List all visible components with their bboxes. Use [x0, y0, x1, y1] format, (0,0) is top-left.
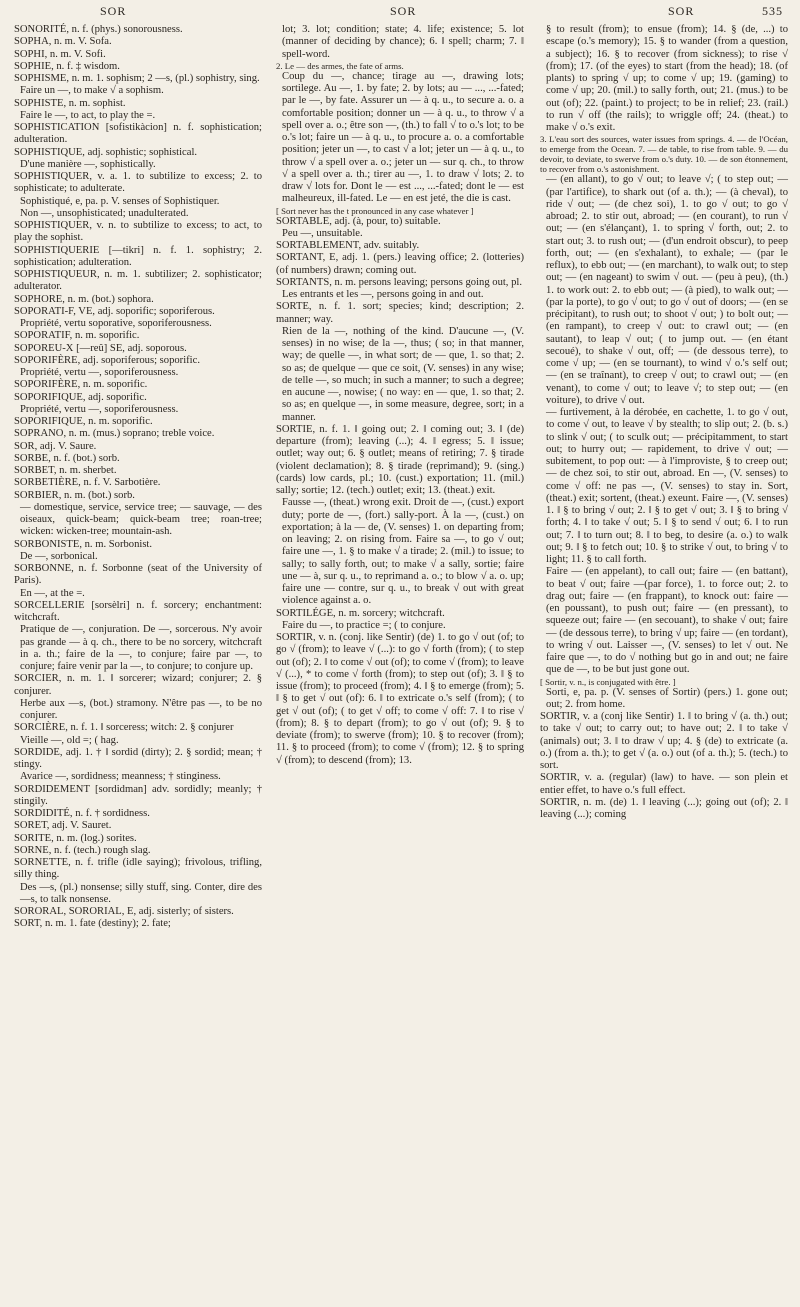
dictionary-entry: [ Sortir, v. n., is conjugated with être. ]	[540, 676, 676, 687]
dictionary-entry: De —, sorbonical.	[20, 550, 98, 562]
dictionary-entry: SORTABLEMENT, adv. suitably.	[276, 240, 420, 251]
dictionary-entry: SORNETTE, n. f. trifle (idle saying); frivolous, trifling, silly thing.	[14, 857, 262, 881]
dictionary-entry: — domestique, service, service tree; — sauvage, — des oiseaux, quick-beam; quick-beam tree; roan-tree; wicken: wicken-tree; mountain-ash.	[20, 501, 262, 538]
dictionary-entry: SOPHA, n. m. V. Sofa.	[14, 36, 112, 48]
dictionary-entry: [ Sort never has the t pronounced in any case whatever ]	[276, 205, 474, 216]
dictionary-entry: SORDIDITÉ, n. f. † sordidness.	[14, 808, 150, 819]
dictionary-entry: Pratique de —, conjuration. De —, sorcerous. N'y avoir pas grande — à q. ch., there to be no sorcery, witchcraft in a. th.; faire de la —, to conjure; faire par —, to conjure; faire venir par la —, to conjure; to conjure up.	[20, 624, 262, 672]
dictionary-entry: SORTABLE, adj. (à, pour, to) suitable.	[276, 215, 441, 227]
dictionary-entry: SOPORATIF, n. m. soporific.	[14, 330, 140, 342]
dictionary-entry: Avarice —, sordidness; meanness; † stinginess.	[20, 771, 221, 783]
dictionary-entry: Propriété, vertu —, soporiferousness.	[20, 367, 179, 378]
column-middle	[276, 24, 524, 767]
dictionary-entry: SORNE, n. f. (tech.) rough slag.	[14, 844, 151, 856]
dictionary-entry: SORTANTS, n. m. persons leaving; persons going out, pl.	[276, 276, 522, 288]
dictionary-entry: SORTIR, n. m. (de) 1. ‖ leaving (...); going out (of); 2. ‖ leaving (...); coming	[540, 796, 788, 820]
dictionary-entry: SORCELLERIE [sorsèlri] n. f. sorcery; enchantment: witchcraft.	[14, 599, 262, 623]
dictionary-entry: SORTIR, v. n. (conj. like Sentir) (de) 1. to go √ out (of; to go √ (from); to leave √ (...): to go √ forth (from); ( to step out (of); 2. ‖ to come √ out (of); to come √ (from); to leave √ (...), * to come √ forth (from); to step out (of); 3. ‖ § to issue (from); to proceed (from); 4. ‖ § to emerge (from); 5. ‖ § to get √ out (of): 6. ‖ to extricate o.'s self (from); ( to get √ out (of); ( to get √ off; to come √ off: 7. ‖ to rise √ (from); 8. § to depart (from); to go √ out (of); 9. § to deviate (from); to swerve (from); 10. § to recover (from); 11. § to proceed (from); to come √ (from); 12. § to spring √ (from); to descend (from); 13.	[276, 632, 524, 766]
dictionary-entry: Faire du —, to practice =; ( to conjure.	[282, 619, 446, 631]
dictionary-entry: Peu —, unsuitable.	[282, 227, 363, 239]
dictionary-entry: SORBE, n. f. (bot.) sorb.	[14, 452, 120, 464]
dictionary-entry: SORORAL, SORORIAL, E, adj. sisterly; of sisters.	[14, 906, 234, 917]
dictionary-entry: Sorti, e, pa. p. (V. senses of Sortir) (pers.) 1. gone out; out; 2. from home.	[546, 686, 788, 710]
dictionary-entry: — furtivement, à la dérobée, en cachette, 1. to go √ out, to come √ out, to leave √ by stealth; to slip out; 2. (b. s.) to slink √ out; ( to sculk out; — précipitamment, to start out; to hurry out; — rapidement, to drive √ out; — subitement, to pop out: — à l'improviste, § to creep out; — de chez soi, to stir out, abroad. En —, (V. senses) to come √ off: ne pas —, (V. senses) to stay in. Sort, (theat.) exit; sortent, (theat.) exeunt. Faire —, (V. senses) 1. ‖ § to bring √ out; 2. ‖ § to get √ out; 3. ‖ § to bring √ forth; 4. ‖ to take √ out; 5. ‖ § to send √ out; 6. ‖ to run out; 7. ‖ to turn out; 8. ‖ to beg, to desire (a. o.) to walk out; 9. ‖ § to fetch out; 10. § to strike √ out, to bring √ to light; 11. § to call forth.	[546, 407, 788, 565]
dictionary-entry: SOPHISTIQUEUR, n. m. 1. subtilizer; 2. sophisticator; adulterator.	[14, 269, 262, 293]
dictionary-entry: 3. L'eau sort des sources, water issues from springs. 4. — de l'Océan, to emerge from the Ocean. 7. — de table, to rise from table. 9. — du devoir, to deviate, to swerve from o.'s duty. 10. — de son étonnement, to recover from o.'s astonishment.	[540, 134, 788, 175]
dictionary-entry: SORBONISTE, n. m. Sorbonist.	[14, 538, 153, 550]
dictionary-entry: SOPOREU-X [—reû] SE, adj. soporous.	[14, 342, 187, 354]
dictionary-entry: SORET, adj. V. Sauret.	[14, 820, 112, 832]
dictionary-entry: SORBONNE, n. f. Sorbonne (seat of the University of Paris).	[14, 563, 262, 587]
dictionary-entry: SOPRANO, n. m. (mus.) soprano; treble voice.	[14, 428, 215, 440]
dictionary-entry: SOPHORE, n. m. (bot.) sophora.	[14, 293, 154, 305]
dictionary-entry: SORTIR, v. a. (regular) (law) to have. — son plein et entier effet, to have o.'s full effect.	[540, 772, 788, 796]
dictionary-entry: SORBET, n. m. sherbet.	[14, 465, 117, 476]
header-right: SOR	[668, 4, 695, 18]
dictionary-entry: Faire — (en appelant), to call out; faire — (en battant), to beat √ out; faire —(par force), 1. to force out; 2. to drag out; faire — (en frappant), to knock out: faire — (en poussant), to push out; faire — (en pressant), to squeeze out; faire — (en secouant), to shake √ out; faire — (de dessous terre), to bring √ up; faire — (en tordant), to wring √ out. Laisser —, (V. senses) to let √ out. Ne faire que —, to do √ nothing but go in and out; ne faire que de —, to be but just gone out.	[546, 566, 788, 676]
column-right	[540, 24, 788, 821]
dictionary-entry: SOPHI, n. m. V. Sofi.	[14, 48, 106, 60]
dictionary-entry: SORITE, n. m. (log.) sorites.	[14, 832, 137, 844]
dictionary-entry: Les entrants et les —, persons going in and out.	[282, 289, 484, 300]
dictionary-entry: SORTILÉGE, n. m. sorcery; witchcraft.	[276, 607, 445, 619]
dictionary-entry: SORTANT, E, adj. 1. (pers.) leaving office; 2. (lotteries) (of numbers) drawn; coming out.	[276, 252, 524, 276]
dictionary-entry: SORTE, n. f. 1. sort; species; kind; description; 2. manner; way.	[276, 301, 524, 325]
dictionary-entry: En —, at the =.	[20, 587, 85, 599]
dictionary-entry: SOPHISTIQUE, adj. sophistic; sophistical.	[14, 146, 198, 158]
dictionary-entry: Vieille —, old =; ( hag.	[20, 734, 119, 746]
dictionary-entry: SOPORATI-F, VE, adj. soporific; soporiferous.	[14, 305, 215, 317]
dictionary-entry: Non —, unsophisticated; unadulterated.	[20, 207, 189, 219]
dictionary-entry: Faire un —, to make √ a sophism.	[20, 85, 164, 97]
dictionary-entry: SOPORIFÈRE, n. m. soporific.	[14, 379, 148, 391]
dictionary-entry: SORTIR, v. a (conj like Sentir) 1. ‖ to bring √ (a. th.) out; to take √ out; to carry out; to have out; 2. ‖ to take √ (animals) out; 3. ‖ to draw √ up; 4. § (de) to extricate (a. o.) (from a. th.); to get √ (a. o.) out (of a. th.); 5. (tech.) to sort.	[540, 711, 788, 771]
dictionary-entry: SONORITÉ, n. f. (phys.) sonorousness.	[14, 24, 183, 35]
dictionary-entry: D'une manière —, sophistically.	[20, 158, 156, 170]
dictionary-entry: SOPHISME, n. m. 1. sophism; 2 —s, (pl.) sophistry, sing.	[14, 73, 260, 84]
dictionary-entry: SORDIDE, adj. 1. † ‖ sordid (dirty); 2. § sordid; mean; † stingy.	[14, 746, 262, 770]
dictionary-entry: Fausse —, (theat.) wrong exit. Droit de —, (cust.) export duty; porte de —, (fort.) sally-port. À la —, (cust.) on exportation; à la — de, (V. senses) 1. on departing from; on leaving; 2. on rising from. Faire sa —, to go √ out; faire une —, 1. § to make √ a tirade; 2. (mil.) to issue; to sally; to sally forth, out; to make √ a sally, sortie; faire une — à, sur q. u., to reprimand a. o.; to blow √ a. o. up; faire une — contre, sur q. u., to break √ out with great violence against a. o.	[282, 497, 524, 607]
dictionary-entry: SOPORIFÈRE, adj. soporiferous; soporific.	[14, 354, 200, 366]
page-number: 535	[762, 4, 783, 18]
dictionary-entry: — (en allant), to go √ out; to leave √; ( to step out; — (par l'artifice), to shark out (of a. th.); — (à cheval), to ride √ out; — (de chez soi), 1. to go √ out; to go √ abroad; 2. to stir out, abroad; — (en courant), to run √ out; — (en s'élançant), 1. to spring √ forth, out; 2. to start out; 3. to rush out; — (d'un endroit obscur), to peep forth, out; — (en s'exhalant), to exhale; — (par le reflux), to ebb out; — (en marchant), to walk out; to step out; — (en nageant) to swim √ out. — (peu à peu), (th.) 1. to work out: 2. to ebb out; — (à pied), to walk out; — (par la porte), to go √ out; to go √ out of doors; — (en se précipitant), to rush out; to shoot √ out; ) to bolt out; — (en rampant), to creep √ out: to crawl out; — (en sautant), to leap √ out; ( to jump out. — (en étant secoué), to shake √ out, off; — (de dessous terre), to come √ up; — (en se tournant), to wind √ o.'s self out; — (en se traînant), to creep √ out; to crawl out; — (en venant), to come √ out; to leave √; to step out; — (en voiture), to drive √ out.	[546, 174, 788, 406]
column-left	[14, 24, 262, 931]
dictionary-entry: § to result (from); to ensue (from); 14. § (de, ...) to escape (o.'s memory); 15. § to wander (from a question, a subject); 16. § to recover (from sickness); to rise √ (from); 17. (of the eyes) to start (from the head); 18. (of plants) to spring √ up; to come √ up; 19. (gaming) to come √ up; 20. (mil.) to sally forth, out; 21. (mus.) to be out (of); 22. (paint.) to project; to be in relief; 23. (rail.) to run √ off (the rails); to wriggle off; 24. (theat.) to make √ o.'s exit.	[546, 24, 788, 133]
dictionary-entry: SORCIÈRE, n. f. 1. ‖ sorceress; witch: 2. § conjurer	[14, 722, 234, 734]
header-center: SOR	[390, 4, 417, 18]
dictionary-entry: Sophistiqué, e, pa. p. V. senses of Sophistiquer.	[20, 195, 220, 207]
dictionary-entry: SOPHISTIQUER, v. a. 1. to subtilize to excess; 2. to sophisticate; to adulterate.	[14, 171, 262, 195]
dictionary-entry: lot; 3. lot; condition; state; 4. life; existence; 5. lot (manner of deciding by chance); 6. ‖ spell; charm; 7. ‖ spell-word.	[282, 24, 524, 60]
dictionary-entry: SORCIER, n. m. 1. ‖ sorcerer; wizard; conjurer; 2. § conjurer.	[14, 673, 262, 697]
dictionary-entry: Propriété, vertu soporative, soporiferousness.	[20, 318, 212, 329]
dictionary-entry: Faire le —, to act, to play the =.	[20, 109, 156, 121]
dictionary-entry: SOPHISTIQUER, v. n. to subtilize to excess; to act, to play the sophist.	[14, 220, 262, 244]
header-left: SOR	[100, 4, 127, 18]
dictionary-entry: SOPORIFIQUE, n. m. soporific.	[14, 416, 153, 427]
dictionary-entry: SORDIDEMENT [sordidman] adv. sordidly; meanly; † stingily.	[14, 783, 262, 807]
dictionary-entry: SORT, n. m. 1. fate (destiny); 2. fate;	[14, 918, 171, 930]
dictionary-entry: SOPHISTE, n. m. sophist.	[14, 97, 126, 109]
running-header	[0, 4, 800, 24]
dictionary-entry: SORBETIÈRE, n. f. V. Sarbotière.	[14, 477, 161, 489]
dictionary-entry: Des —s, (pl.) nonsense; silly stuff, sing. Conter, dire des —s, to talk nonsense.	[20, 881, 262, 905]
dictionary-entry: Propriété, vertu —, soporiferousness.	[20, 403, 179, 415]
dictionary-entry: SOR, adj. V. Saure.	[14, 440, 97, 452]
dictionary-entry: SORTIE, n. f. 1. ‖ going out; 2. ‖ coming out; 3. ‖ (de) departure (from); leaving (...); 4. ‖ egress; 5. ‖ issue; outlet; way out; 6. § outlet; means of retiring; 7. § tirade (violent declamation); 8. § tirade (reprimand); 9. (sing.) (cards) low cards, pl.; 10. (cust.) exportation; 11. (mil.) sally; sortie; 12. (tech.) outlet; exit; 13. (theat.) exit.	[276, 423, 524, 496]
dictionary-entry: 2. Le — des armes, the fate of arms.	[276, 60, 404, 71]
dictionary-entry: Herbe aux —s, (bot.) stramony. N'être pas —, to be no conjurer.	[20, 697, 262, 721]
dictionary-entry: SOPHISTIQUERIE [—tikri] n. f. 1. sophistry; 2. sophistication; adulteration.	[14, 244, 262, 268]
dictionary-entry: SOPHISTICATION [sofistikàcion] n. f. sophistication; adulteration.	[14, 122, 262, 146]
dictionary-entry: Rien de la —, nothing of the kind. D'aucune —, (V. senses) in no wise; de la —, thus; ( so; in that manner, way; de quelle —, in what sort; de — que, 1. so that; 2. so as; de quelque — que ce soit, (V. senses) in any wise; de telle —, so much; in such a manner; to such a degree; en aucune —, nowise; ( no way: en — que, 1. so that; 2. so as; en quelque —, in some measure, degree, sort; in a manner.	[282, 325, 524, 423]
dictionary-entry: Coup du —, chance; tirage au —, drawing lots; sortilege. Au —, 1. by fate; 2. by lots; au — ..., ...-fated; par le —, by fate. Assurer un — à q. u., to secure a. o. a comfortable position; donner un — à q. u., to throw √ a spell over a. o.; être son —, (th.) to fall √ to o.'s lot; to be o.'s lot; faire un — à q. u., to procure a. o. a comfortable position; jeter un —, to cast √ a lot; jeter un — à q. u., to throw √ a spell over a. o.; jeter un — sur q. ch., to throw √ a spell over a. th.; tirer au —, 1. to draw √ lots; 2. to draw √ lots for. Dont le — est ..., ...-fated; dont le — est malheureux, ill-fated. Le — en est jeté, the die is cast.	[282, 70, 524, 205]
dictionary-entry: SOPHIE, n. f. ‡ wisdom.	[14, 60, 120, 72]
dictionary-entry: SOPORIFIQUE, adj. soporific.	[14, 391, 147, 403]
dictionary-entry: SORBIER, n. m. (bot.) sorb.	[14, 489, 135, 501]
